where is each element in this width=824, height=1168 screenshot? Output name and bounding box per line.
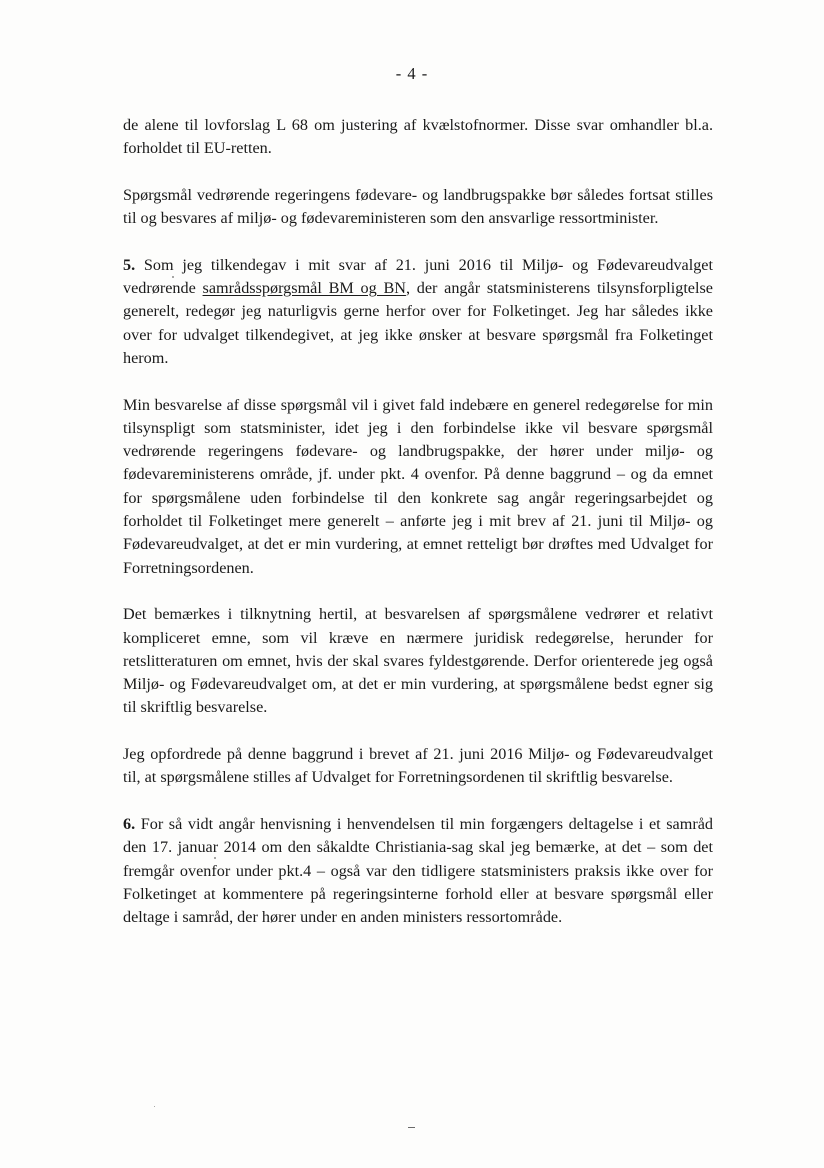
- samraad-reference: samrådsspørgsmål BM og BN: [202, 279, 406, 298]
- page-number: - 4 -: [395, 64, 429, 83]
- paragraph-skriftlig-besvarelse: Det bemærkes i tilknytning hertil, at besvarelsen af spørgsmålene vedrører et relativt kompliceret emne, som vil kræve en nærmere juridisk redegørelse, herunder for retslitteraturen om emnet, hvis der skal svares fyldestgørende. Derfor orienterede jeg også Miljø- og Fødevareudvalget om, at det er min vurdering, at spørgsmålene bedst egner sig til skriftlig besvarelse.: [123, 605, 713, 717]
- paragraph-section-6: [123, 813, 713, 929]
- section-6-text: For så vidt angår henvisning i henvendelsen til min forgængers deltagelse i et samråd den 17. januar 2014 om den såkaldte Christiania-sag skal jeg bemærke, at det – som det fremgår ovenfor under pkt.4 – også var den tidligere statsministers praksis ikke over for Folketinget at kommentere på regeringsinterne forhold eller at besvare spørgsmål eller deltage i samråd, der hører under en anden ministers ressortområde.: [123, 814, 713, 927]
- section-5-text-after: , der angår statsministerens tilsynsforpligtelse generelt, redegør jeg naturligvis gerne herfor over for Folketinget. Jeg har således ikke over for udvalget tilkendegivet, at jeg ikke ønsker at besvare spørgsmål fra Folketinget herom.: [123, 279, 713, 367]
- section-number-5: 5.: [123, 255, 136, 274]
- paragraph-section-5: [123, 254, 713, 370]
- scan-speck: [154, 1106, 155, 1107]
- paragraph-opfordring: Jeg opfordrede på denne baggrund i brevet af 21. juni 2016 Miljø- og Fødevareudvalget til, at spørgsmålene stilles af Udvalget for Forretningsordenen til skriftlig besvarelse.: [123, 745, 713, 787]
- paragraph-ressortminister: Spørgsmål vedrørende regeringens fødevare- og landbrugspakke bør således fortsat stilles til og besvares af miljø- og fødevareministeren som den ansvarlige ressortminister.: [123, 185, 713, 228]
- footer-mark: [408, 1127, 415, 1128]
- scan-speck: [214, 857, 216, 859]
- paragraph-tilsynspligt: Min besvarelse af disse spørgsmål vil i givet fald indebære en generel redegørelse for min tilsynspligt som statsminister, idet jeg i den forbindelse ikke vil besvare spørgsmål vedrørende regeringens fødevare- og landbrugspakke, der hører under miljø- og fødevareministerens område, jf. under pkt. 4 ovenfor. På denne baggrund – og da emnet for spørgsmålene uden forbindelse til den konkrete sag angår regeringsarbejdet og forholdet til Folketinget mere generelt – anførte jeg i mit brev af 21. juni til Miljø- og Fødevareudvalget, at det er min vurdering, at emnet retteligt bør drøftes med Udvalget for Forretningsordenen.: [123, 395, 713, 577]
- section-5-text-before: Som jeg tilkendegav i mit svar af 21. juni 2016 til Miljø- og Fødevareudvalget vedrørende: [123, 255, 713, 298]
- section-number-6: 6.: [123, 814, 136, 833]
- paragraph-kvaelstof: de alene til lovforslag L 68 om justering af kvælstofnormer. Disse svar omhandler bl.a. forholdet til EU-retten.: [123, 116, 713, 158]
- scan-speck: [172, 276, 174, 278]
- document-body: [123, 114, 713, 953]
